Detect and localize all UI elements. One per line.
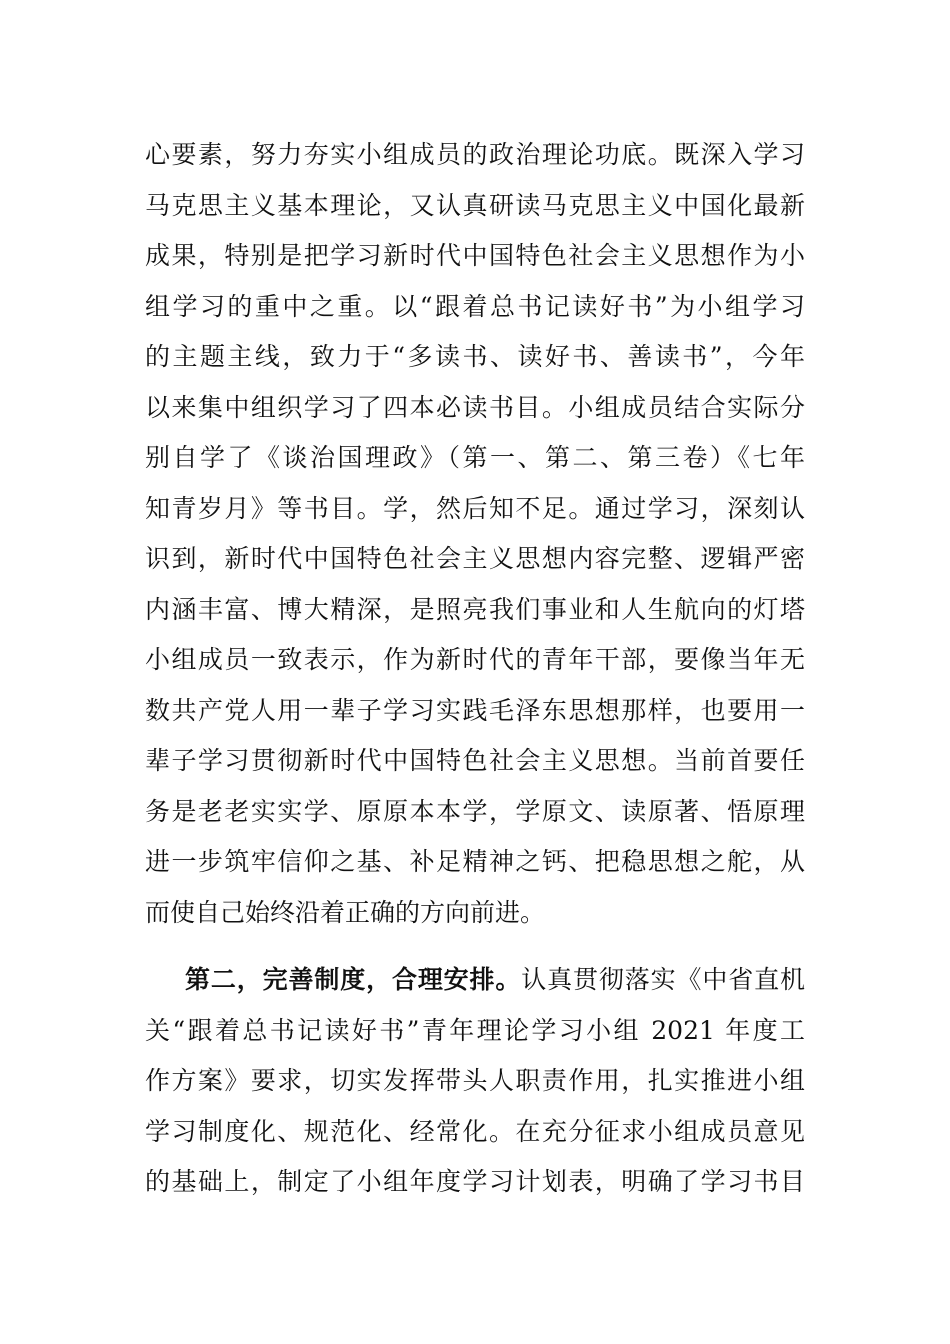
text-line: 识到，新时代中国特色社会主义思想内容完整、逻辑严密 bbox=[145, 544, 805, 573]
text-line: 的基础上，制定了小组年度学习计划表，明确了学习书目 bbox=[145, 1167, 805, 1196]
text-line: 知青岁月》等书目。学，然后知不足。通过学习，深刻认 bbox=[145, 493, 805, 523]
text-line: 成果，特别是把学习新时代中国特色社会主义思想作为小 bbox=[145, 241, 805, 270]
text-line: 数共产党人用一辈子学习实践毛泽东思想那样，也要用一 bbox=[145, 695, 805, 725]
text-line: 心要素，努力夯实小组成员的政治理论功底。既深入学习 bbox=[145, 140, 805, 169]
text-line: 进一步筑牢信仰之基、补足精神之钙、把稳思想之舵，从 bbox=[145, 847, 805, 876]
text-line: 务是老老实实学、原原本本学，学原文、读原著、悟原理 bbox=[145, 796, 805, 826]
paragraph-1 bbox=[145, 130, 805, 938]
text-line: 内涵丰富、博大精深，是照亮我们事业和人生航向的灯塔 bbox=[145, 594, 805, 624]
section-heading: 第二，完善制度，合理安排。 bbox=[185, 965, 522, 994]
heading-continuation: 认真贯彻落实《中省直机 bbox=[521, 965, 805, 994]
text-line: 而使自己始终沿着正确的方向前进。 bbox=[145, 897, 546, 927]
text-line: 作方案》要求，切实发挥带头人职责作用，扎实推进小组 bbox=[145, 1066, 805, 1095]
text-line: 辈子学习贯彻新时代中国特色社会主义思想。当前首要任 bbox=[145, 746, 805, 775]
text-line: 小组成员一致表示，作为新时代的青年干部，要像当年无 bbox=[145, 645, 805, 674]
paragraph-spacer bbox=[145, 938, 805, 955]
text-line: 别自学了《谈治国理政》（第一、第二、第三卷）《七年 bbox=[145, 443, 805, 472]
text-line: 的主题主线，致力于“多读书、读好书、善读书”，今年 bbox=[145, 342, 805, 371]
text-line-first bbox=[145, 955, 805, 1006]
text-line: 以来集中组织学习了四本必读书目。小组成员结合实际分 bbox=[145, 392, 805, 422]
text-line: 关“跟着总书记读好书”青年理论学习小组 2021 年度工 bbox=[145, 1015, 805, 1045]
paragraph-2 bbox=[145, 955, 805, 1208]
document-body bbox=[145, 130, 805, 1208]
text-line: 马克思主义基本理论，又认真研读马克思主义中国化最新 bbox=[145, 190, 805, 220]
text-line: 学习制度化、规范化、经常化。在充分征求小组成员意见 bbox=[145, 1116, 805, 1146]
text-line: 组学习的重中之重。以“跟着总书记读好书”为小组学习 bbox=[145, 291, 805, 321]
